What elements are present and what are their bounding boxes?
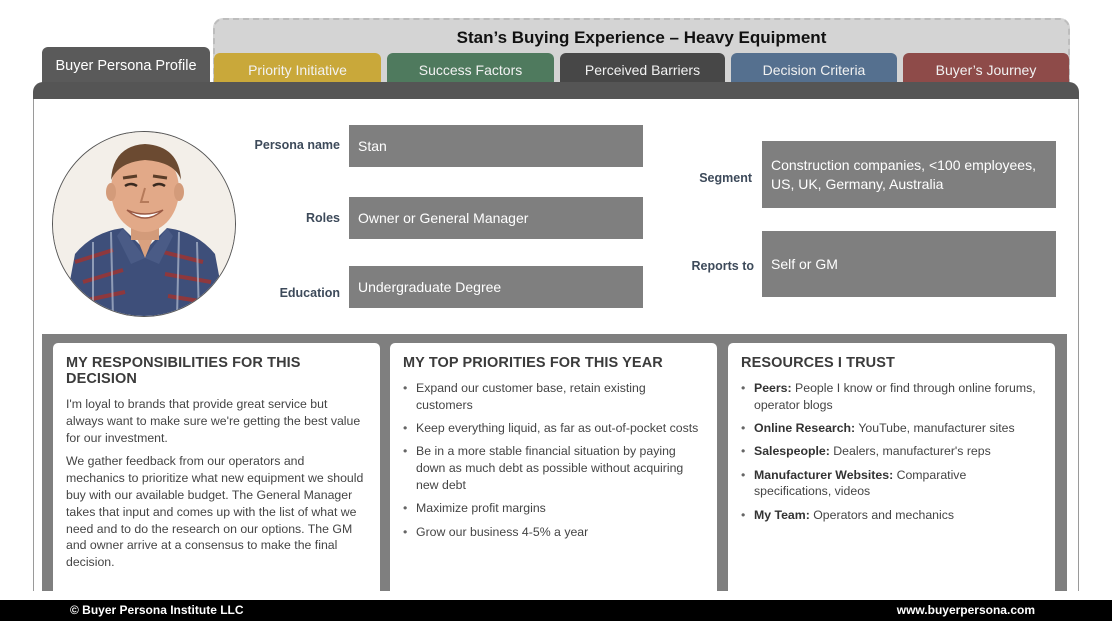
priorities-panel — [390, 343, 717, 591]
priorities-title: MY TOP PRIORITIES FOR THIS YEAR — [403, 355, 663, 371]
responsibilities-paragraph: We gather feedback from our operators and mechanics to prioritize what new equipment we should buy with our available budget. The General Manager takes that input and comes up with the list of what we need and to do the research on our options. The GM and owner arrive at a consensus to make the final decision. — [66, 454, 364, 570]
resource-text: Dealers, manufacturer's reps — [829, 444, 991, 459]
list-item — [741, 467, 1041, 501]
tab-perceived-barriers[interactable]: Perceived Barriers — [560, 53, 725, 83]
footer-copyright: © Buyer Persona Institute LLC — [70, 603, 244, 617]
resource-text: People I know or find through online forums, operator blogs — [754, 381, 1036, 412]
resource-label: Manufacturer Websites: — [754, 467, 894, 482]
responsibilities-paragraph: I'm loyal to brands that provide great service but always want to make sure we're getting the best value for our investment. — [66, 397, 361, 445]
tab-buyers-journey[interactable]: Buyer’s Journey — [903, 53, 1069, 83]
education-label: Education — [279, 286, 340, 300]
priorities-list — [403, 380, 703, 540]
segment-label: Segment — [699, 171, 752, 185]
resource-label: Online Research: — [754, 421, 856, 436]
persona-name-label: Persona name — [254, 138, 340, 152]
persona-avatar — [52, 131, 236, 317]
resources-panel — [728, 343, 1055, 591]
resources-list — [741, 380, 1041, 524]
experience-title: Stan’s Buying Experience – Heavy Equipment — [456, 28, 827, 47]
list-item: • Maximize profit margins — [403, 500, 703, 517]
resource-text: Operators and mechanics — [809, 507, 955, 522]
footer-bar — [0, 600, 1112, 621]
persona-name-value: Stan — [349, 125, 643, 167]
list-item: • Keep everything liquid, as far as out-of-pocket costs — [403, 420, 703, 437]
list-item — [741, 380, 1041, 414]
reports-to-value: Self or GM — [762, 231, 1056, 297]
resource-label: Peers: — [754, 381, 792, 395]
responsibilities-panel — [53, 343, 380, 591]
card-top-band — [33, 82, 1079, 100]
list-item — [741, 507, 1041, 524]
footer-website-link[interactable]: www.buyerpersona.com — [896, 603, 1035, 617]
tab-success-factors[interactable]: Success Factors — [387, 53, 554, 83]
roles-value: Owner or General Manager — [349, 197, 643, 239]
list-item — [741, 443, 1041, 460]
resource-label: My Team: — [754, 507, 810, 522]
resource-text: Comparative specifications, videos — [754, 467, 967, 499]
tab-decision-criteria[interactable]: Decision Criteria — [731, 53, 897, 83]
list-item — [741, 420, 1041, 437]
list-item: • Grow our business 4-5% a year — [403, 524, 703, 541]
segment-value: Construction companies, <100 employees, US, UK, Germany, Australia — [762, 141, 1056, 208]
roles-label: Roles — [305, 211, 340, 225]
resource-label: Salespeople: — [754, 444, 830, 459]
resources-title: RESOURCES I TRUST — [741, 355, 895, 371]
education-value: Undergraduate Degree — [349, 266, 643, 308]
responsibilities-title: MY RESPONSIBILITIES FOR THIS DECISION — [66, 355, 301, 387]
persona-portrait-icon — [53, 132, 236, 317]
tab-buyer-persona-profile[interactable]: Buyer Persona Profile — [42, 47, 210, 87]
tab-priority-initiative[interactable]: Priority Initiative — [214, 53, 381, 83]
reports-to-label: Reports to — [691, 259, 754, 273]
list-item: • Be in a more stable financial situation by paying down as much debt as possible without acquiring new debt — [403, 443, 703, 493]
list-item: • Expand our customer base, retain existing customers — [403, 380, 703, 414]
resource-text: YouTube, manufacturer sites — [855, 421, 1015, 436]
